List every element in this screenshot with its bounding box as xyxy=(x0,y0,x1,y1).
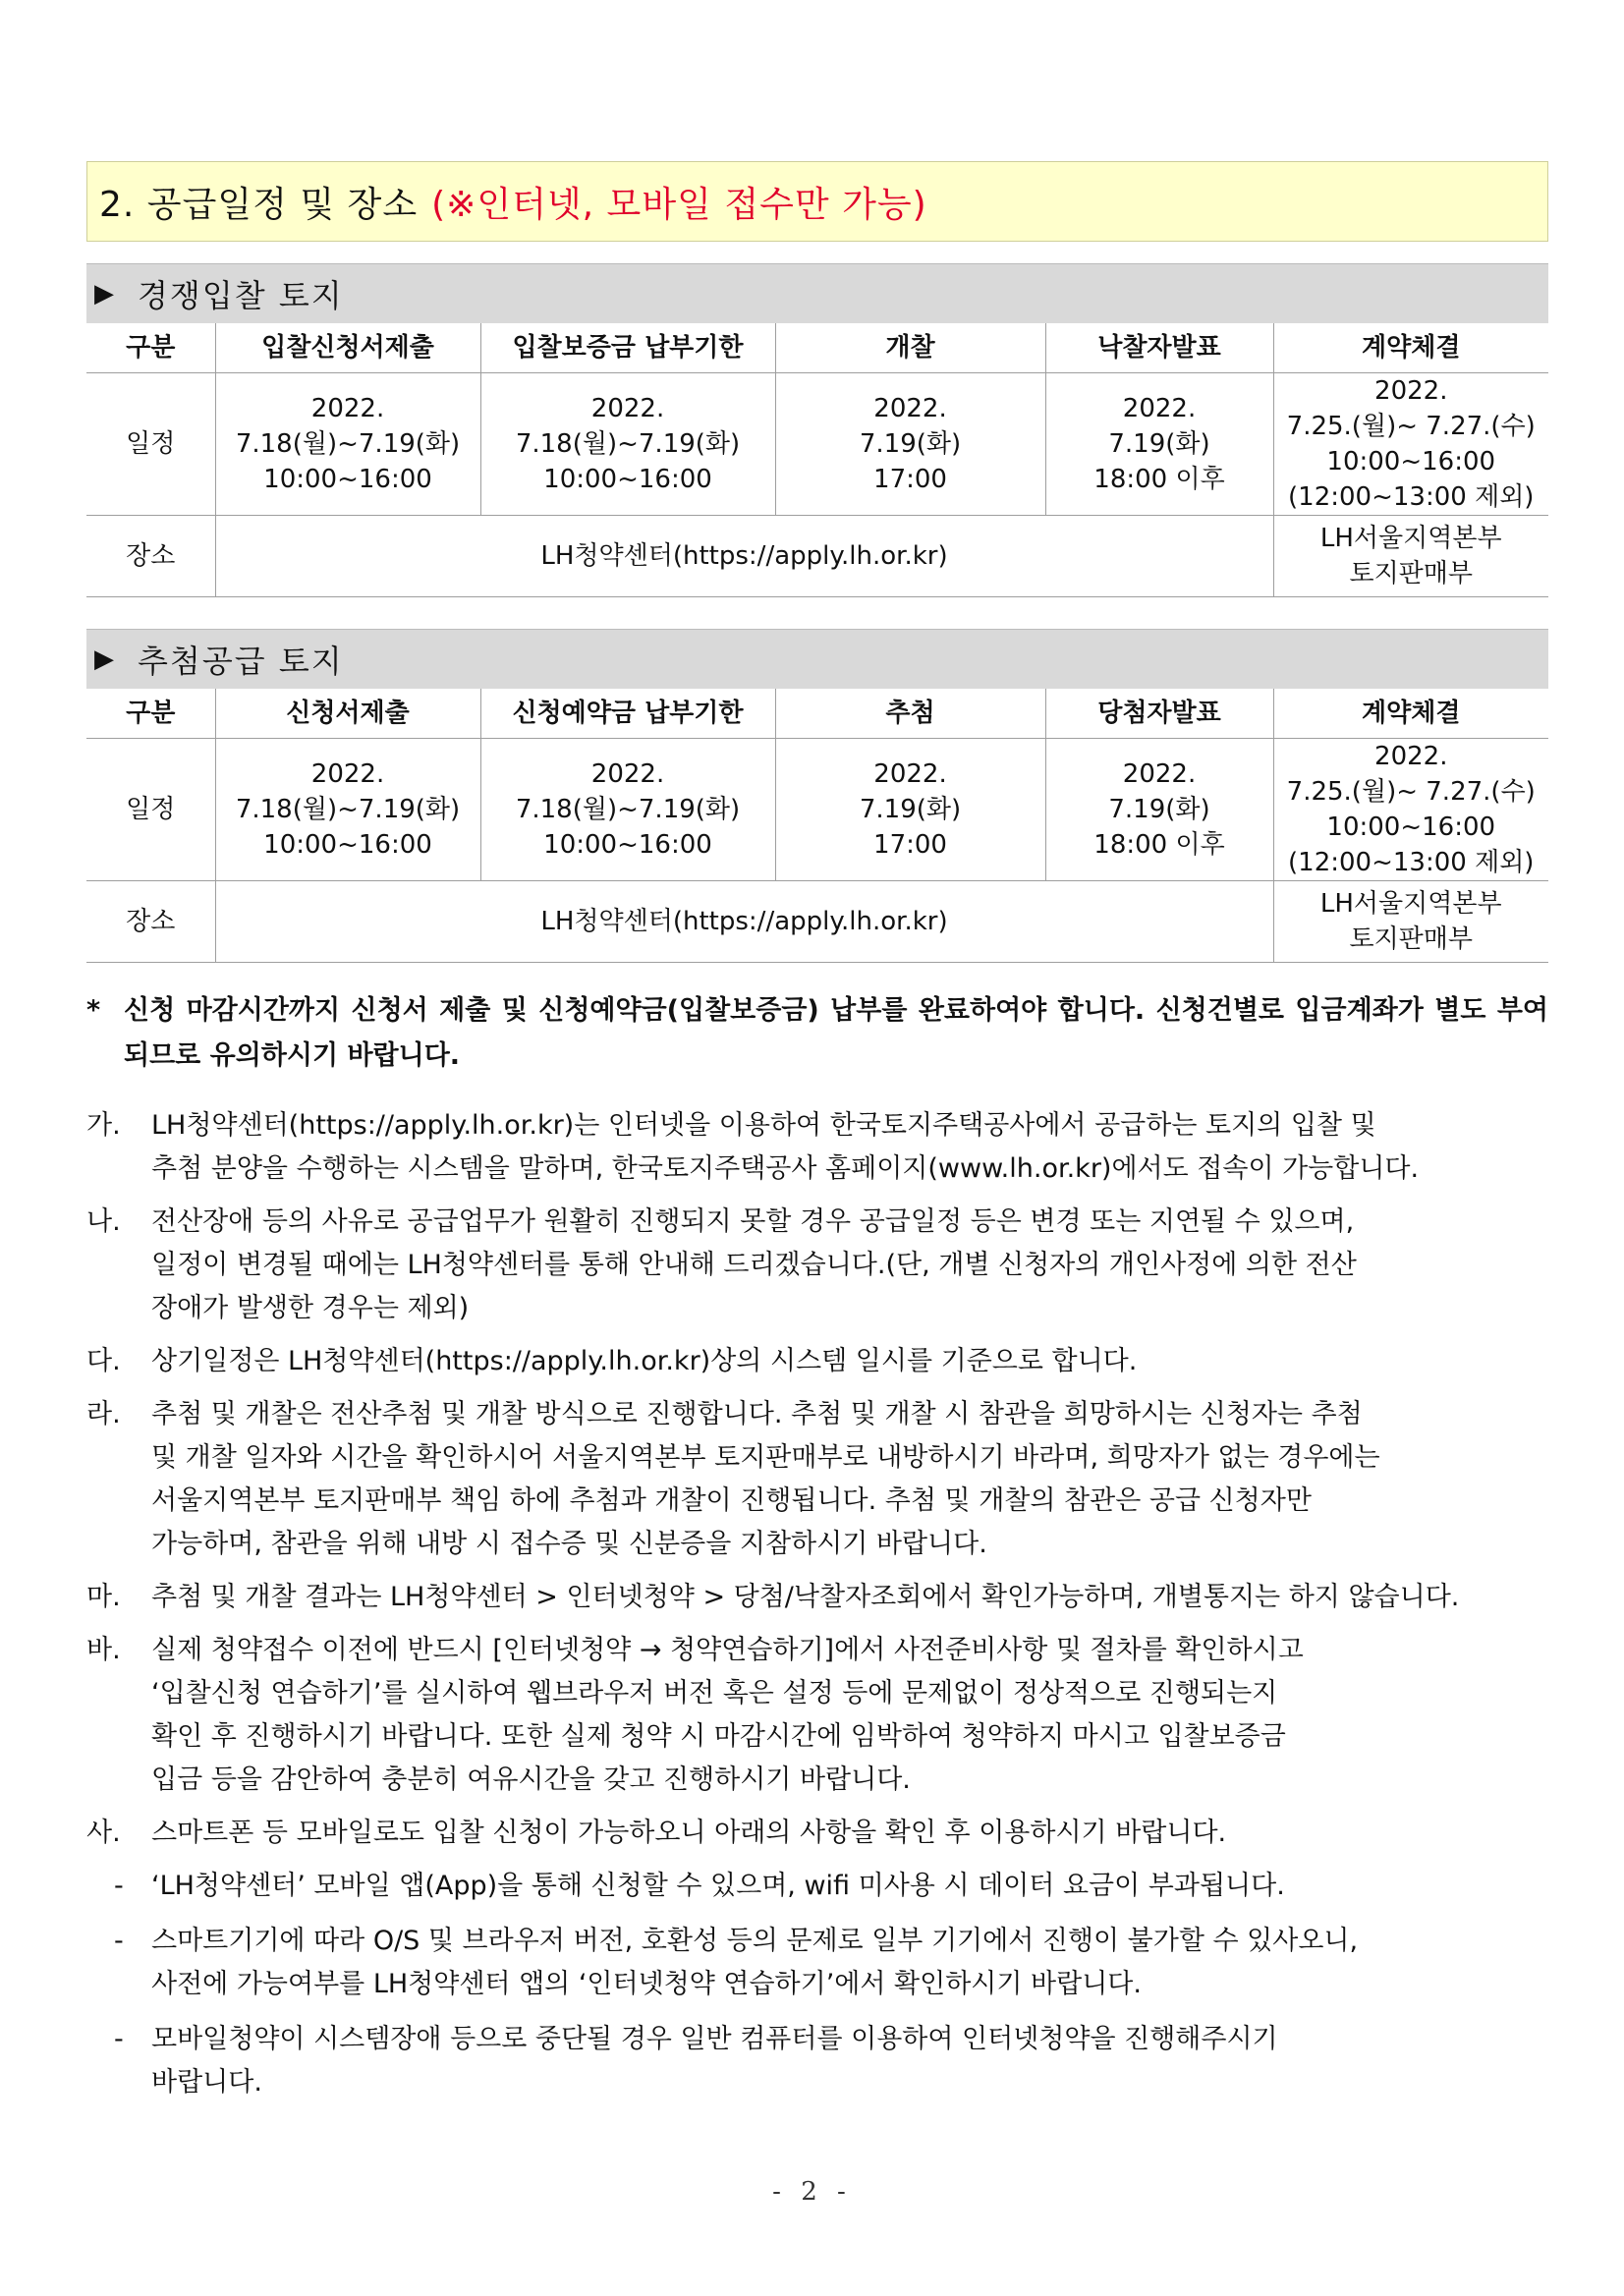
header-cell: 추첨 xyxy=(775,689,1045,739)
cell-line: (12:00~13:00 제외) xyxy=(1288,848,1535,877)
table-heading-text: 추첨공급 토지 xyxy=(138,643,344,680)
schedule-cell xyxy=(775,739,1045,881)
list-item xyxy=(86,1340,1548,1383)
item-text xyxy=(151,1393,1548,1566)
cell-line: 7.19(화) xyxy=(1108,429,1210,459)
place-row xyxy=(86,516,1548,597)
schedule-cell xyxy=(215,373,480,516)
header-cell: 입찰신청서제출 xyxy=(215,323,480,373)
list-item xyxy=(86,1812,1548,1855)
cell-line: LH서울지역본부 xyxy=(1319,524,1502,553)
sub-item-key: - xyxy=(114,1871,124,1901)
cell-line: 7.19(화) xyxy=(859,795,962,824)
schedule-row xyxy=(86,373,1548,516)
item-text xyxy=(151,1812,1548,1855)
sub-item-text xyxy=(151,2018,1548,2104)
item-line: 가능하며, 참관을 위해 내방 시 접수증 및 신분증을 지참하시기 바랍니다. xyxy=(151,1529,987,1559)
item-line: 입금 등을 감안하여 충분히 여유시간을 갖고 진행하시기 바랍니다. xyxy=(151,1764,911,1795)
sub-item-key: - xyxy=(114,2024,124,2054)
sub-list-item xyxy=(86,1920,1548,2006)
item-line: 스마트폰 등 모바일로도 입찰 신청이 가능하오니 아래의 사항을 확인 후 이용하시기 바랍니다. xyxy=(151,1818,1227,1848)
item-line: 전산장애 등의 사유로 공급업무가 원활히 진행되지 못할 경우 공급일정 등은 변경 또는 지연될 수 있으며, xyxy=(151,1206,1355,1237)
cell-line: LH서울지역본부 xyxy=(1319,889,1502,919)
item-line: 추첨 및 개찰 결과는 LH청약센터 > 인터넷청약 > 당첨/낙찰자조회에서 확인가능하며, 개별통지는 하지 않습니다. xyxy=(151,1582,1460,1612)
schedule-table xyxy=(86,689,1548,963)
competitive-bid-block xyxy=(86,263,1548,597)
item-line: 확인 후 진행하시기 바랍니다. 또한 실제 청약 시 마감시간에 임박하여 청약하지 마시고 입찰보증금 xyxy=(151,1721,1286,1752)
row-label: 장소 xyxy=(86,881,215,963)
item-line: 사전에 가능여부를 LH청약센터 앱의 ‘인터넷청약 연습하기’에서 확인하시기 바랍니다. xyxy=(151,1969,1142,1999)
schedule-table xyxy=(86,323,1548,597)
item-text xyxy=(151,1576,1548,1619)
section-title xyxy=(86,161,1548,242)
schedule-cell xyxy=(775,373,1045,516)
section-title-note: (※인터넷, 모바일 접수만 가능) xyxy=(431,184,927,225)
list-item xyxy=(86,1576,1548,1619)
cell-line: 2022. xyxy=(590,759,665,789)
item-line: 장애가 발생한 경우는 제외) xyxy=(151,1293,470,1323)
cell-line: 2022. xyxy=(1374,376,1448,406)
cell-line: 18:00 이후 xyxy=(1093,465,1225,494)
row-label: 일정 xyxy=(86,739,215,881)
row-label: 장소 xyxy=(86,516,215,597)
cell-line: 2022. xyxy=(1122,759,1197,789)
cell-line: 7.18(월)~7.19(화) xyxy=(235,795,461,824)
item-line: 모바일청약이 시스템장애 등으로 중단될 경우 일반 컴퓨터를 이용하여 인터넷청약을 진행해주시기 xyxy=(151,2024,1278,2054)
header-cell: 당첨자발표 xyxy=(1045,689,1273,739)
section-title-text: 2. 공급일정 및 장소 xyxy=(99,184,419,225)
schedule-row xyxy=(86,739,1548,881)
cell-line: 7.18(월)~7.19(화) xyxy=(515,429,741,459)
item-line: 서울지역본부 토지판매부 책임 하에 추첨과 개찰이 진행됩니다. 추첨 및 개찰의 참관은 공급 신청자만 xyxy=(151,1485,1312,1516)
sub-list-item xyxy=(86,1865,1548,1908)
item-line: 실제 청약접수 이전에 반드시 [인터넷청약 → 청약연습하기]에서 사전준비사항 및 절차를 확인하시고 xyxy=(151,1635,1304,1665)
schedule-cell xyxy=(215,739,480,881)
table-heading-text: 경쟁입찰 토지 xyxy=(138,277,344,314)
triangle-right-icon: ▶ xyxy=(94,279,116,308)
item-line: 추첨 및 개찰은 전산추첨 및 개찰 방식으로 진행합니다. 추첨 및 개찰 시 참관을 희망하시는 신청자는 추첨 xyxy=(151,1399,1363,1429)
cell-line: 10:00~16:00 xyxy=(543,465,712,494)
item-text xyxy=(151,1340,1548,1383)
schedule-cell xyxy=(1273,739,1548,881)
schedule-cell xyxy=(480,373,775,516)
place-contract-cell xyxy=(1273,516,1548,597)
item-key: 마. xyxy=(86,1582,121,1612)
header-cell: 개찰 xyxy=(775,323,1045,373)
cell-line: 10:00~16:00 xyxy=(1326,812,1496,842)
list-item xyxy=(86,1104,1548,1191)
sub-item-key: - xyxy=(114,1926,124,1956)
sub-item-text xyxy=(151,1865,1548,1908)
triangle-right-icon: ▶ xyxy=(94,644,116,674)
list-item xyxy=(86,1393,1548,1566)
document-page xyxy=(86,161,1548,2116)
cell-line: 7.19(화) xyxy=(1108,795,1210,824)
cell-line: 토지판매부 xyxy=(1349,924,1474,954)
item-line: 바랍니다. xyxy=(151,2067,262,2098)
lottery-supply-block xyxy=(86,629,1548,963)
item-key: 가. xyxy=(86,1110,121,1141)
cell-line: 17:00 xyxy=(873,830,947,860)
place-contract-cell xyxy=(1273,881,1548,963)
header-cell: 입찰보증금 납부기한 xyxy=(480,323,775,373)
cell-line: 10:00~16:00 xyxy=(1326,447,1496,476)
cell-line: 17:00 xyxy=(873,465,947,494)
list-item xyxy=(86,1201,1548,1330)
cell-line: 7.25.(월)~ 7.27.(수) xyxy=(1286,412,1536,441)
header-cell: 신청예약금 납부기한 xyxy=(480,689,775,739)
cell-line: 10:00~16:00 xyxy=(543,830,712,860)
item-key: 나. xyxy=(86,1206,121,1237)
notice-text: 신청 마감시간까지 신청서 제출 및 신청예약금(입찰보증금) 납부를 완료하여야 합니다. 신청건별로 입금계좌가 별도 부여되므로 유의하시기 바랍니다. xyxy=(124,995,1548,1071)
cell-line: 7.18(월)~7.19(화) xyxy=(515,795,741,824)
item-line: 및 개찰 일자와 시간을 확인하시어 서울지역본부 토지판매부로 내방하시기 바라며, 희망자가 없는 경우에는 xyxy=(151,1442,1380,1473)
item-line: 스마트기기에 따라 O/S 및 브라우저 버전, 호환성 등의 문제로 일부 기기에서 진행이 불가할 수 있사오니, xyxy=(151,1926,1359,1956)
item-line: ‘입찰신청 연습하기’를 실시하여 웹브라우저 버전 혹은 설정 등에 문제없이 정상적으로 진행되는지 xyxy=(151,1678,1278,1708)
place-cell: LH청약센터(https://apply.lh.or.kr) xyxy=(215,516,1273,597)
cell-line: 2022. xyxy=(1374,742,1448,771)
page-number: - 2 - xyxy=(772,2177,852,2207)
item-line: ‘LH청약센터’ 모바일 앱(App)을 통해 신청할 수 있으며, wifi 미사용 시 데이터 요금이 부과됩니다. xyxy=(151,1871,1285,1901)
cell-line: (12:00~13:00 제외) xyxy=(1288,482,1535,512)
cell-line: 2022. xyxy=(590,394,665,423)
header-cell: 계약체결 xyxy=(1273,323,1548,373)
cell-line: 7.19(화) xyxy=(859,429,962,459)
cell-line: 2022. xyxy=(310,394,385,423)
item-line: LH청약센터(https://apply.lh.or.kr)는 인터넷을 이용하여 한국토지주택공사에서 공급하는 토지의 입찰 및 xyxy=(151,1110,1376,1141)
place-cell: LH청약센터(https://apply.lh.or.kr) xyxy=(215,881,1273,963)
cell-line: 10:00~16:00 xyxy=(263,465,432,494)
item-key: 바. xyxy=(86,1635,121,1665)
schedule-cell xyxy=(1045,373,1273,516)
item-line: 추첨 분양을 수행하는 시스템을 말하며, 한국토지주택공사 홈페이지(www.lh.or.kr)에서도 접속이 가능합니다. xyxy=(151,1153,1420,1184)
header-cell: 구분 xyxy=(86,689,215,739)
header-cell: 구분 xyxy=(86,323,215,373)
cell-line: 18:00 이후 xyxy=(1093,830,1225,860)
cell-line: 2022. xyxy=(1122,394,1197,423)
table-header-row xyxy=(86,689,1548,739)
schedule-cell xyxy=(480,739,775,881)
header-cell: 계약체결 xyxy=(1273,689,1548,739)
list-item xyxy=(86,1629,1548,1802)
table-header-row xyxy=(86,323,1548,373)
item-text xyxy=(151,1201,1548,1330)
notice-paragraph xyxy=(86,988,1548,1079)
cell-line: 7.25.(월)~ 7.27.(수) xyxy=(1286,777,1536,807)
item-text xyxy=(151,1104,1548,1191)
cell-line: 10:00~16:00 xyxy=(263,830,432,860)
sub-item-text xyxy=(151,1920,1548,2006)
notes-list xyxy=(86,1104,1548,2104)
cell-line: 2022. xyxy=(310,759,385,789)
cell-line: 2022. xyxy=(873,394,947,423)
schedule-cell xyxy=(1273,373,1548,516)
cell-line: 2022. xyxy=(873,759,947,789)
notice-mark: * xyxy=(86,995,101,1026)
sub-list-item xyxy=(86,2018,1548,2104)
item-line: 일정이 변경될 때에는 LH청약센터를 통해 안내해 드리겠습니다.(단, 개별 신청자의 개인사정에 의한 전산 xyxy=(151,1250,1357,1280)
table-heading xyxy=(86,263,1548,323)
item-key: 사. xyxy=(86,1818,121,1848)
item-text xyxy=(151,1629,1548,1802)
item-line: 상기일정은 LH청약센터(https://apply.lh.or.kr)상의 시스템 일시를 기준으로 합니다. xyxy=(151,1346,1138,1376)
item-key: 다. xyxy=(86,1346,121,1376)
header-cell: 신청서제출 xyxy=(215,689,480,739)
item-key: 라. xyxy=(86,1399,121,1429)
cell-line: 토지판매부 xyxy=(1349,559,1474,588)
table-heading xyxy=(86,629,1548,689)
place-row xyxy=(86,881,1548,963)
cell-line: 7.18(월)~7.19(화) xyxy=(235,429,461,459)
row-label: 일정 xyxy=(86,373,215,516)
schedule-cell xyxy=(1045,739,1273,881)
header-cell: 낙찰자발표 xyxy=(1045,323,1273,373)
